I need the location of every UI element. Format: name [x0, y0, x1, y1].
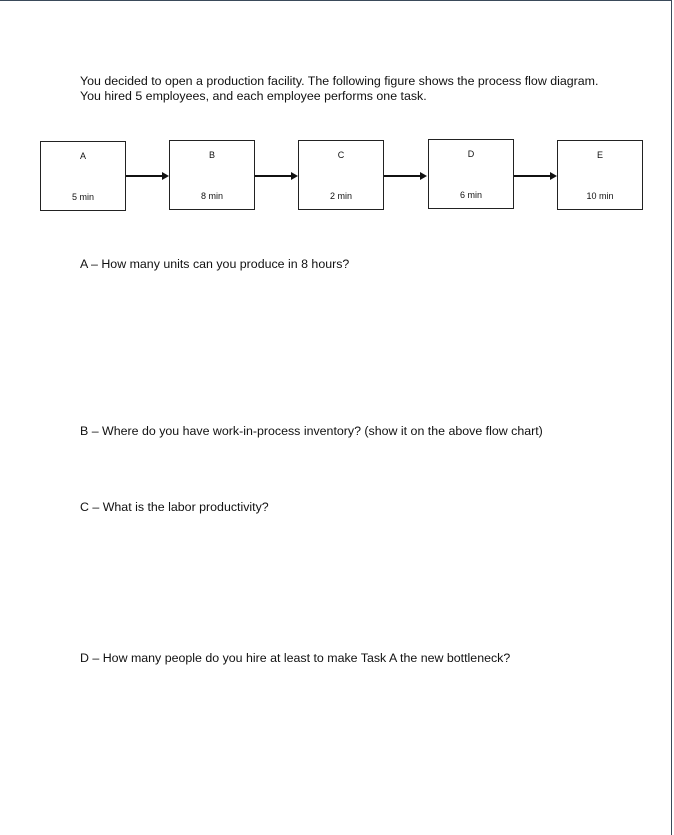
task-time: 5 min — [71, 192, 94, 202]
question-b: B – Where do you have work-in-process inventory? (show it on the above flow chart) — [80, 424, 543, 438]
question-d: D – How many people do you hire at least to make Task A the new bottleneck? — [80, 651, 511, 665]
task-box-b — [169, 140, 255, 210]
task-time: 8 min — [200, 191, 223, 201]
task-box-d — [428, 139, 514, 209]
flow-arrow-a-b — [126, 175, 163, 177]
flow-arrow-b-c — [255, 175, 292, 177]
flow-arrow-d-e — [514, 175, 551, 177]
task-label: A — [79, 151, 86, 161]
task-label: C — [337, 150, 345, 160]
question-a: A – How many units can you produce in 8 hours? — [80, 257, 350, 271]
task-box-e — [557, 140, 643, 210]
task-box-c — [298, 140, 384, 210]
task-time: 6 min — [459, 190, 482, 200]
task-box-a — [40, 141, 126, 211]
task-time: 2 min — [329, 191, 352, 201]
question-c: C – What is the labor productivity? — [80, 500, 269, 514]
task-label: E — [596, 150, 603, 160]
flow-arrow-c-d — [384, 175, 421, 177]
task-time: 10 min — [586, 191, 614, 201]
task-label: B — [208, 150, 215, 160]
task-label: D — [467, 149, 475, 159]
intro-paragraph: You decided to open a production facility. The following figure shows the process flow diagram. You hired 5 employees, and each employee performs one task. — [80, 74, 599, 103]
